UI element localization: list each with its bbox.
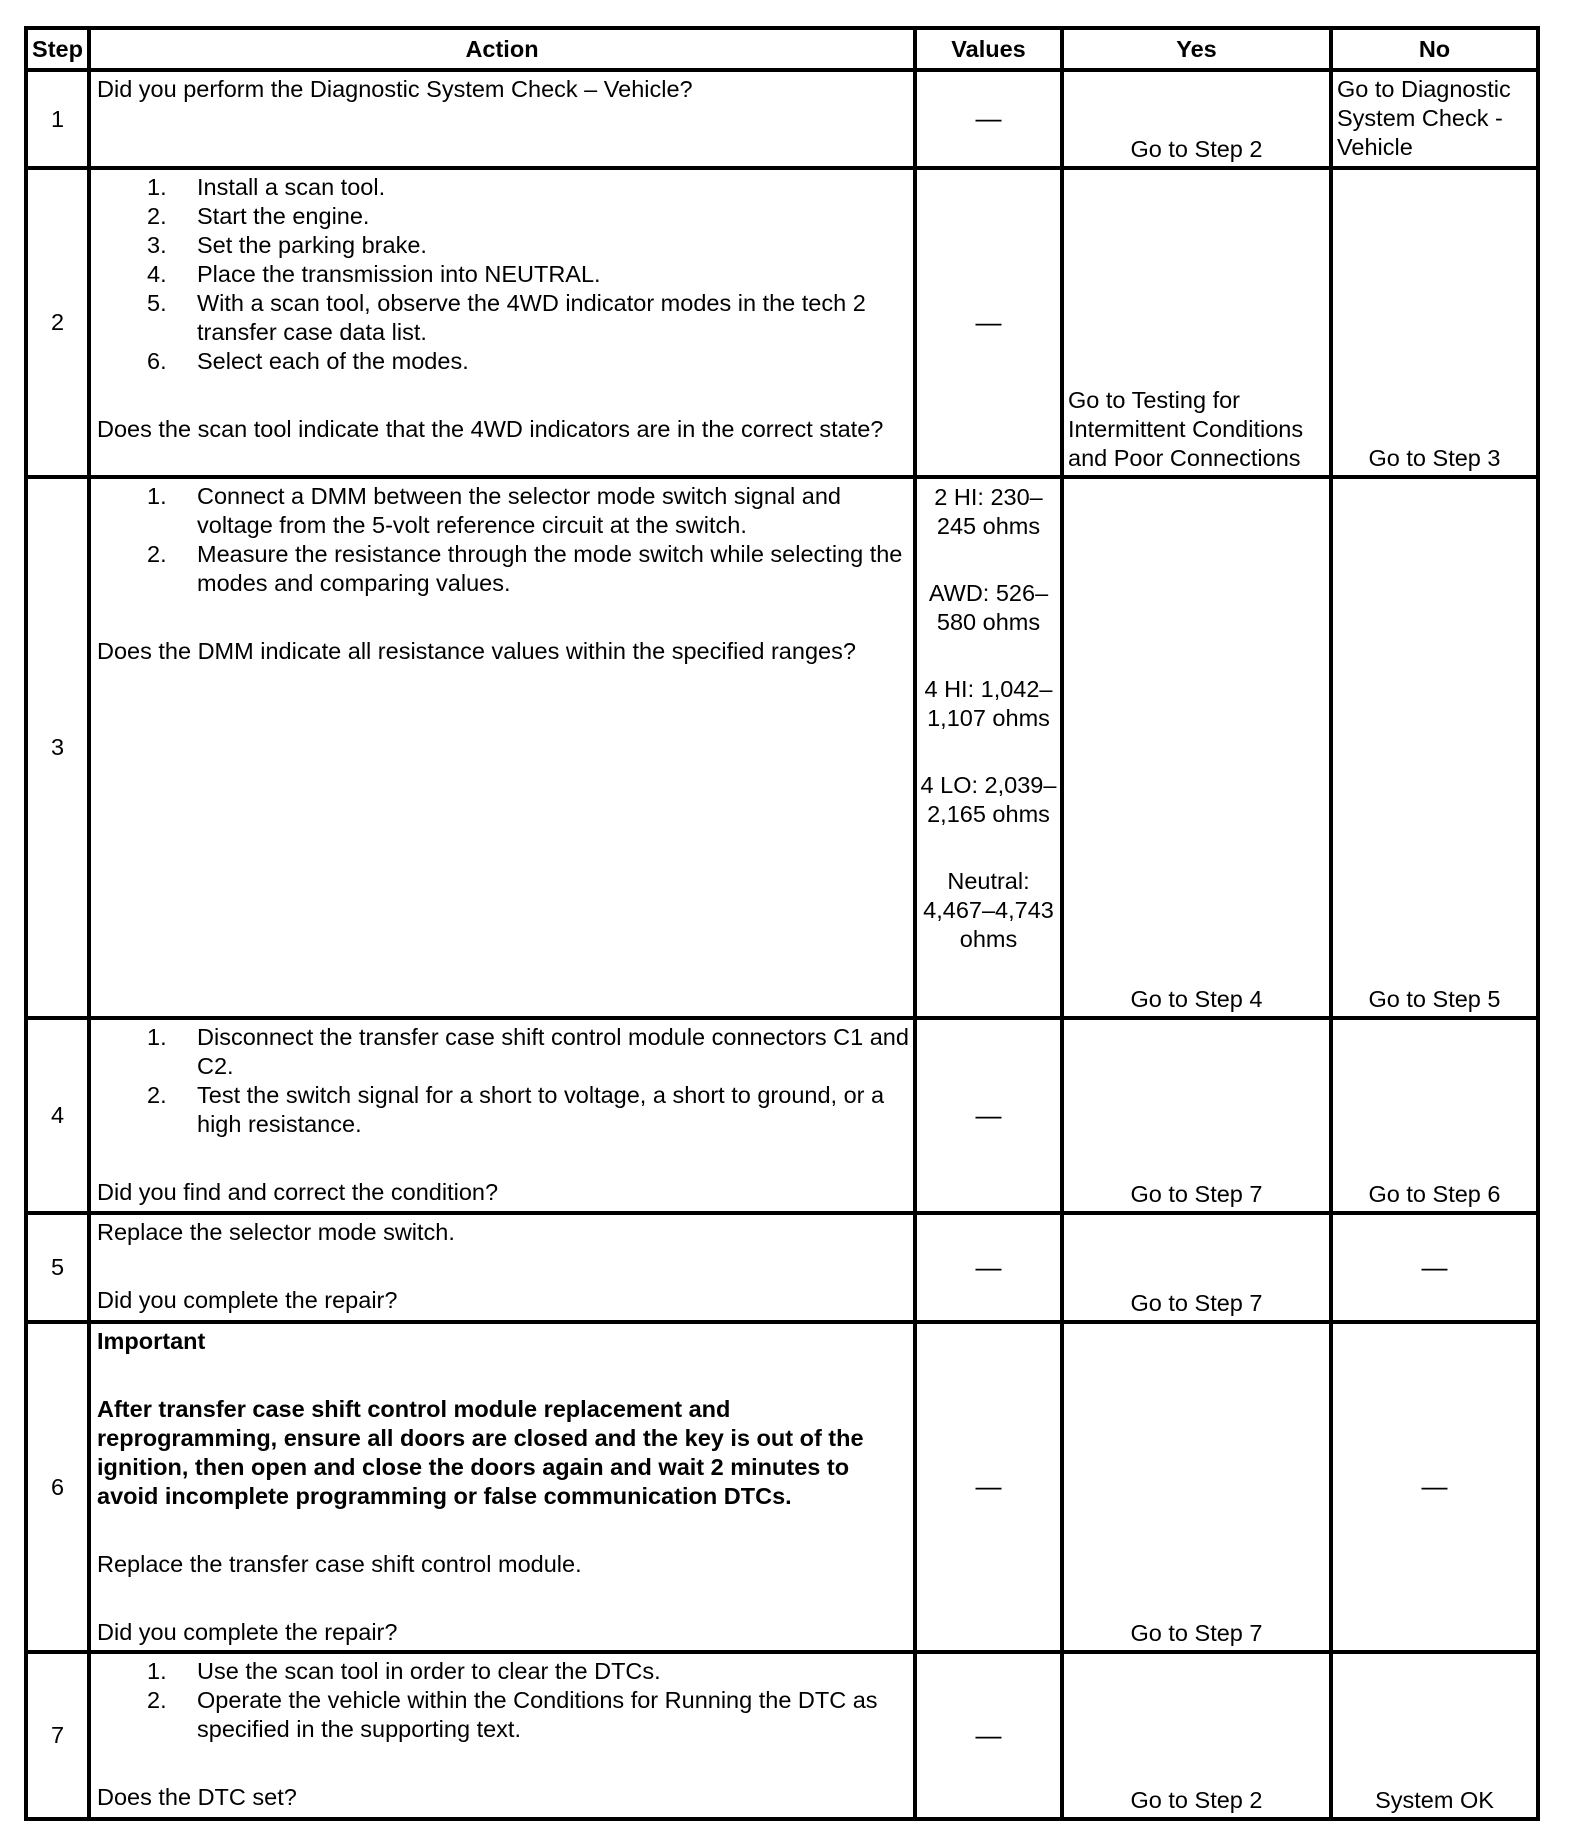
no-cell	[1331, 1213, 1538, 1322]
values-cell	[915, 1213, 1062, 1322]
procedure-list	[97, 173, 909, 376]
action-cell	[89, 1018, 915, 1213]
question-text: Did you find and correct the condition?	[97, 1179, 499, 1205]
values-dash: —	[975, 1719, 1002, 1750]
list-item: 2. Test the switch signal for a short to voltage, a short to ground, or a high resistance.	[147, 1082, 885, 1137]
question-text: Did you complete the repair?	[97, 1619, 398, 1645]
question-text: Does the scan tool indicate that the 4WD indicators are in the correct state?	[97, 416, 884, 442]
table-row-step-7	[26, 1652, 1538, 1819]
action-text: Replace the selector mode switch.	[97, 1219, 455, 1245]
action-cell	[89, 70, 915, 168]
list-item: 2. Operate the vehicle within the Conditions for Running the DTC as specified in the supporting text.	[147, 1687, 878, 1742]
yes-cell	[1062, 168, 1331, 477]
yes-link[interactable]: Go to Step 7	[1130, 1181, 1263, 1207]
list-item: 2. Measure the resistance through the mode switch while selecting the modes and comparing values.	[147, 541, 903, 596]
no-dash: —	[1421, 1251, 1448, 1282]
values-dash: —	[975, 1471, 1002, 1501]
no-cell	[1331, 477, 1538, 1018]
step-number: 1	[26, 70, 89, 168]
header-values: Values	[915, 28, 1062, 70]
action-text: Replace the transfer case shift control module.	[97, 1551, 582, 1577]
yes-link[interactable]: Go to Testing for Intermittent Conditions and Poor Connections	[1068, 387, 1304, 471]
header-step: Step	[26, 28, 89, 70]
resistance-value: 4 LO: 2,039–2,165 ohms	[920, 772, 1057, 827]
list-item: 1. Use the scan tool in order to clear the DTCs.	[147, 1658, 661, 1684]
header-action: Action	[89, 28, 915, 70]
table-row-step-2	[26, 168, 1538, 477]
important-label: Important	[97, 1328, 206, 1354]
header-row	[26, 28, 1538, 70]
yes-cell	[1062, 1018, 1331, 1213]
yes-link[interactable]: Go to Step 7	[1130, 1290, 1263, 1316]
question-text: Did you complete the repair?	[97, 1287, 398, 1313]
list-item: 2. Start the engine.	[147, 203, 370, 229]
header-yes: Yes	[1062, 28, 1331, 70]
resistance-value: 2 HI: 230–245 ohms	[934, 484, 1043, 539]
values-cell	[915, 1018, 1062, 1213]
diagnostic-table	[24, 26, 1540, 1821]
table-row-step-5	[26, 1213, 1538, 1322]
procedure-list	[97, 482, 909, 598]
resistance-value: 4 HI: 1,042–1,107 ohms	[924, 676, 1053, 731]
list-item: 1. Disconnect the transfer case shift control module connectors C1 and C2.	[147, 1024, 909, 1079]
important-note: After transfer case shift control module replacement and reprogramming, ensure all doors are closed and the key is out of the ignition, then open and close the doors again and wait 2 minutes to avoid incomplete programming or false communication DTCs.	[97, 1396, 864, 1509]
step-number: 5	[26, 1213, 89, 1322]
action-cell	[89, 168, 915, 477]
yes-cell	[1062, 1213, 1331, 1322]
step-number: 2	[26, 168, 89, 477]
yes-link[interactable]: Go to Step 4	[1130, 986, 1263, 1012]
no-dash: —	[1421, 1471, 1448, 1501]
values-cell	[915, 1322, 1062, 1652]
no-cell	[1331, 70, 1538, 168]
yes-cell	[1062, 70, 1331, 168]
yes-link[interactable]: Go to Step 2	[1130, 136, 1263, 162]
action-cell	[89, 1322, 915, 1652]
yes-link[interactable]: Go to Step 7	[1130, 1620, 1263, 1646]
values-dash: —	[975, 1251, 1002, 1282]
values-dash: —	[975, 103, 1002, 133]
action-cell	[89, 477, 915, 1018]
values-dash: —	[975, 1099, 1002, 1130]
yes-cell	[1062, 477, 1331, 1018]
no-link[interactable]: Go to Diagnostic System Check - Vehicle	[1337, 76, 1511, 160]
values-cell	[915, 477, 1062, 1018]
list-item: 1. Install a scan tool.	[147, 174, 386, 200]
list-item: 1. Connect a DMM between the selector mode switch signal and voltage from the 5-volt reference circuit at the switch.	[147, 483, 841, 538]
list-item: 4. Place the transmission into NEUTRAL.	[147, 261, 601, 287]
list-item: 6. Select each of the modes.	[147, 348, 469, 374]
values-cell	[915, 70, 1062, 168]
step-number: 7	[26, 1652, 89, 1819]
list-item: 3. Set the parking brake.	[147, 232, 427, 258]
step-number: 3	[26, 477, 89, 1018]
no-cell	[1331, 168, 1538, 477]
action-text: Did you perform the Diagnostic System Check – Vehicle?	[97, 76, 693, 102]
yes-cell	[1062, 1652, 1331, 1819]
values-cell	[915, 168, 1062, 477]
question-text: Does the DMM indicate all resistance values within the specified ranges?	[97, 638, 856, 664]
table-row-step-4	[26, 1018, 1538, 1213]
action-cell	[89, 1213, 915, 1322]
table-row-step-6	[26, 1322, 1538, 1652]
list-item: 5. With a scan tool, observe the 4WD indicator modes in the tech 2 transfer case data list.	[147, 290, 866, 345]
action-cell	[89, 1652, 915, 1819]
no-link[interactable]: Go to Step 5	[1368, 986, 1501, 1012]
step-number: 4	[26, 1018, 89, 1213]
values-dash: —	[975, 306, 1002, 337]
yes-cell	[1062, 1322, 1331, 1652]
no-cell	[1331, 1322, 1538, 1652]
no-cell	[1331, 1018, 1538, 1213]
no-link[interactable]: Go to Step 6	[1368, 1181, 1501, 1207]
no-link[interactable]: System OK	[1375, 1787, 1494, 1813]
no-link[interactable]: Go to Step 3	[1368, 445, 1501, 471]
procedure-list	[97, 1657, 909, 1744]
values-cell	[915, 1652, 1062, 1819]
question-text: Does the DTC set?	[97, 1784, 297, 1810]
procedure-list	[97, 1023, 909, 1139]
resistance-value: AWD: 526–580 ohms	[928, 580, 1049, 635]
resistance-value: Neutral: 4,467–4,743 ohms	[923, 868, 1054, 952]
no-cell	[1331, 1652, 1538, 1819]
table-row-step-1	[26, 70, 1538, 168]
yes-link[interactable]: Go to Step 2	[1130, 1787, 1263, 1813]
table-row-step-3	[26, 477, 1538, 1018]
step-number: 6	[26, 1322, 89, 1652]
header-no: No	[1331, 28, 1538, 70]
